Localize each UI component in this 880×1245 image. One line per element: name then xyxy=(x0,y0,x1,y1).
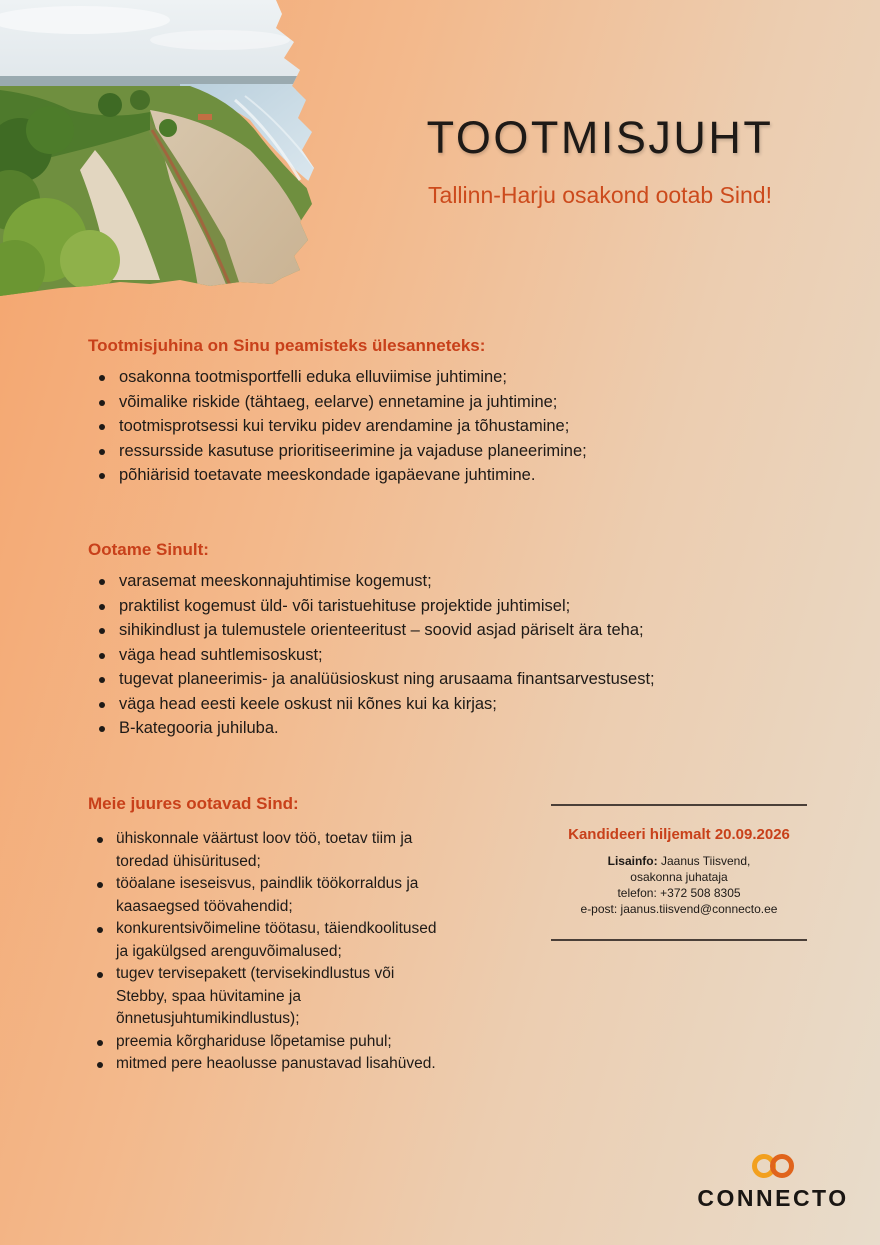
contact-phone: telefon: +372 508 8305 xyxy=(617,886,741,900)
list-item: väga head suhtlemisoskust; xyxy=(88,643,808,668)
list-item: võimalike riskide (tähtaeg, eelarve) ennetamine ja juhtimine; xyxy=(88,390,808,415)
logo-wordmark: CONNECTO xyxy=(697,1185,849,1211)
list-item: konkurentsivõimeline töötasu, täiendkoolitused ja igakülgsed arenguvõimalused; xyxy=(88,918,448,963)
list-item: väga head eesti keele oskust nii kõnes kui ka kirjas; xyxy=(88,692,808,717)
application-deadline: Kandideeri hiljemalt 20.09.2026 xyxy=(568,826,790,843)
page-subtitle: Tallinn-Harju osakond ootab Sind! xyxy=(428,182,772,208)
list-item: sihikindlust ja tulemustele orienteeritust – soovid asjad päriselt ära teha; xyxy=(88,618,808,643)
list-item: varasemat meeskonnajuhtimise kogemust; xyxy=(88,569,808,594)
contact-email[interactable]: e-post: jaanus.tiisvend@connecto.ee xyxy=(580,902,778,916)
list-item: tootmisprotsessi kui terviku pidev arendamine ja tõhustamine; xyxy=(88,414,808,439)
page-title: TOOTMISJUHT xyxy=(426,112,774,163)
contact-label: Lisainfo: xyxy=(607,854,658,868)
divider xyxy=(551,804,807,806)
list-item: B-kategooria juhiluba. xyxy=(88,716,808,741)
list-item: tugevat planeerimis- ja analüüsioskust ning arusaama finantsarvestusest; xyxy=(88,667,808,692)
divider xyxy=(551,939,807,941)
list-item: preemia kõrghariduse lõpetamise puhul; xyxy=(88,1031,448,1054)
contact-info xyxy=(551,853,807,917)
benefits-heading: Meie juures ootavad Sind: xyxy=(88,794,299,813)
requirements-list xyxy=(88,569,808,741)
responsibilities-heading: Tootmisjuhina on Sinu peamisteks ülesanneteks: xyxy=(88,336,486,355)
list-item: põhiärisid toetavate meeskondade igapäevane juhtimine. xyxy=(88,463,808,488)
list-item: mitmed pere heaolusse panustavad lisahüved. xyxy=(88,1053,448,1076)
list-item: ressursside kasutuse prioritiseerimine ja vajaduse planeerimine; xyxy=(88,439,808,464)
connecto-infinity-icon xyxy=(750,1152,796,1180)
benefits-section xyxy=(88,794,448,1076)
connecto-logo xyxy=(688,1152,858,1212)
list-item: tööalane iseseisvus, paindlik töökorraldus ja kaasaegsed töövahendid; xyxy=(88,873,448,918)
list-item: tugev tervisepakett (tervisekindlustus või Stebby, spaa hüvitamine ja õnnetusjuhtumikindlustus); xyxy=(88,963,448,1031)
coastline-photo xyxy=(0,0,320,300)
responsibilities-list xyxy=(88,365,808,488)
apply-box xyxy=(551,804,807,941)
requirements-section xyxy=(88,540,808,741)
list-item: praktilist kogemust üld- või taristuehituse projektide juhtimisel; xyxy=(88,594,808,619)
requirements-heading: Ootame Sinult: xyxy=(88,540,209,559)
list-item: osakonna tootmisportfelli eduka elluviimise juhtimine; xyxy=(88,365,808,390)
contact-name: Jaanus Tiisvend, xyxy=(660,854,751,868)
responsibilities-section xyxy=(88,336,808,488)
benefits-list xyxy=(88,828,448,1076)
list-item: ühiskonnale väärtust loov töö, toetav tiim ja toredad ühisüritused; xyxy=(88,828,448,873)
contact-role: osakonna juhataja xyxy=(630,870,728,884)
